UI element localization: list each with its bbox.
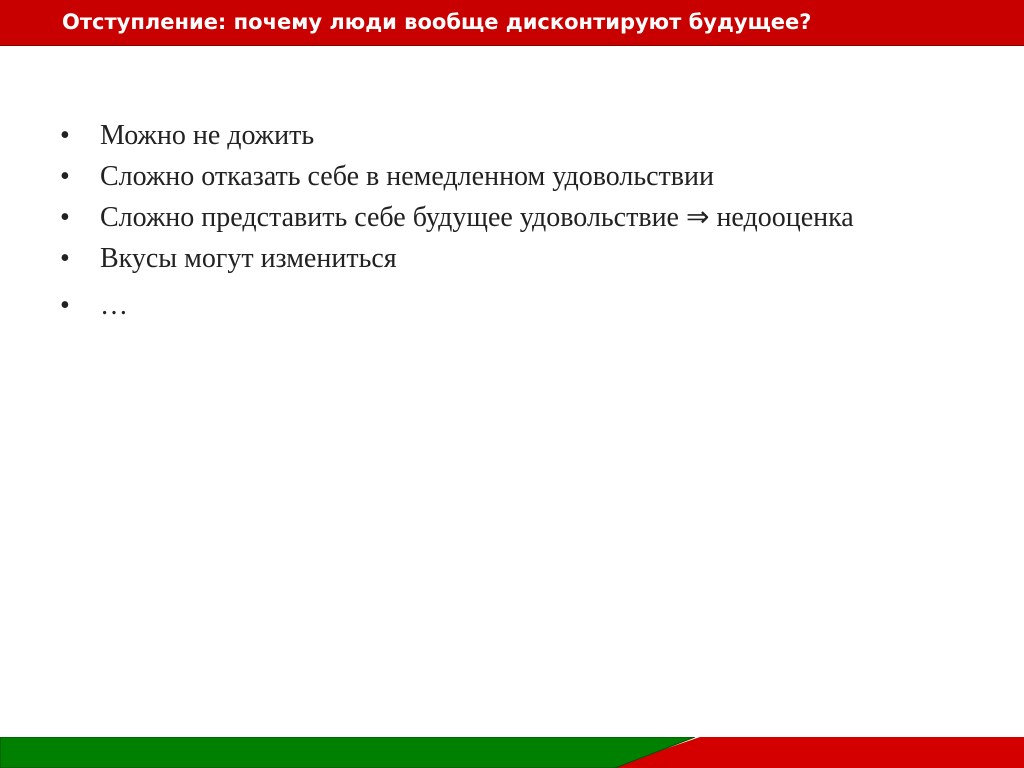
bullet-text: Сложно отказать себе в немедленном удовольствии <box>100 161 714 192</box>
footer-green-band <box>0 737 695 768</box>
slide-title-bar <box>0 0 1024 46</box>
slide-title: Отступление: почему люди вообще дисконтируют будущее? <box>62 10 812 34</box>
bullet-marker: • <box>60 120 70 151</box>
bullet-text: Сложно представить себе будущее удовольствие ⇒ недооценка <box>100 202 854 233</box>
bullet-item <box>60 285 860 326</box>
bullet-marker: • <box>60 161 70 192</box>
bullet-list <box>60 115 860 326</box>
bullet-item <box>60 156 860 197</box>
bullet-item <box>60 115 860 156</box>
bullet-text: Вкусы могут измениться <box>100 243 397 274</box>
bullet-item <box>60 197 860 238</box>
bullet-marker: • <box>60 290 70 321</box>
bullet-marker: • <box>60 202 70 233</box>
bullet-text: … <box>100 290 128 321</box>
bullet-marker: • <box>60 243 70 274</box>
footer-decoration <box>0 737 1024 768</box>
bullet-item <box>60 238 860 279</box>
footer-stripes <box>0 737 1024 768</box>
bullet-text: Можно не дожить <box>100 120 315 151</box>
